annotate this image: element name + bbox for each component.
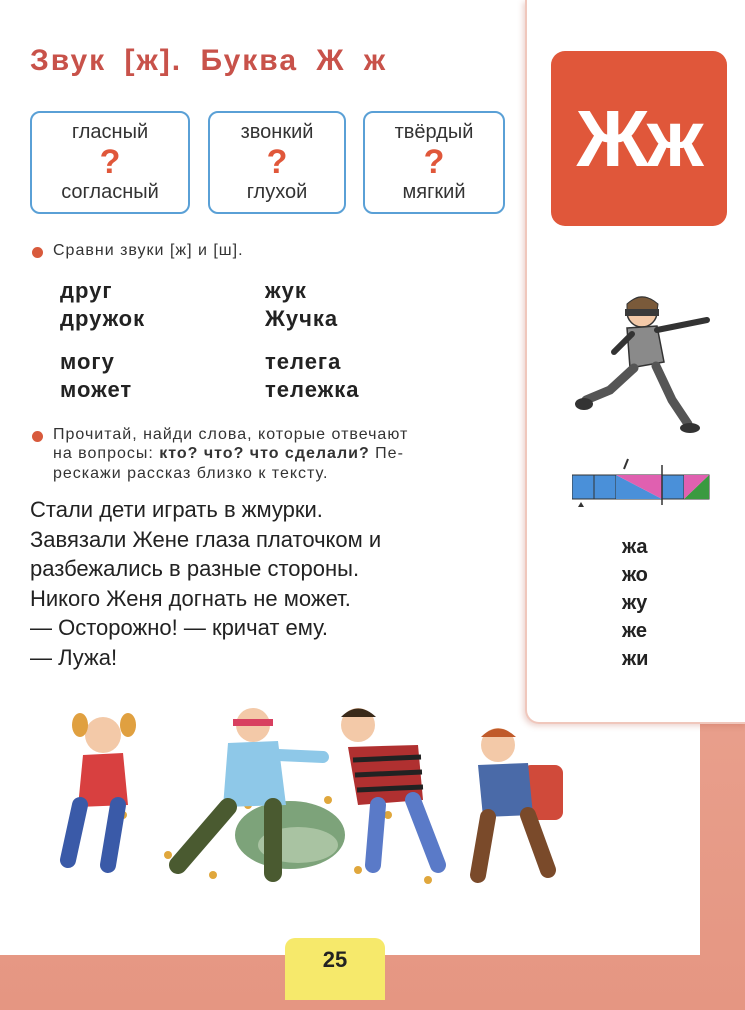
syllable: же <box>622 620 648 642</box>
box-hard-soft <box>363 111 505 214</box>
instruction-text: Пе- <box>375 445 404 462</box>
story-line: Завязали Жене глаза платочком и <box>30 526 382 552</box>
bullet-icon <box>32 431 43 442</box>
box-top-label: звонкий <box>240 121 314 143</box>
question-mark: ? <box>99 143 121 181</box>
story-line: — Лужа! <box>30 644 118 670</box>
instruction-compare: Сравни звуки [ж] и [ш]. <box>53 242 244 259</box>
box-top-label: гласный <box>71 121 149 143</box>
word-mozhet: может <box>60 377 133 402</box>
box-vowel-consonant <box>30 111 190 214</box>
question-mark: ? <box>423 143 445 181</box>
syllable: жо <box>622 564 648 586</box>
instruction-read-line2 <box>53 445 404 463</box>
story-line: разбежались в разные стороны. <box>30 556 360 581</box>
question-mark: ? <box>266 143 288 181</box>
story-text <box>30 495 510 672</box>
word-zhuk: жук <box>265 278 307 303</box>
word-telezhka: тележка <box>265 377 360 402</box>
word-zhuchka: Жучка <box>265 306 339 331</box>
syllable: жи <box>622 648 649 670</box>
box-top-label: твёрдый <box>394 121 474 143</box>
story-line: — Осторожно! — кричат ему. <box>30 615 329 640</box>
instruction-questions: кто? что? что сделали? <box>159 445 370 462</box>
box-bottom-label: согласный <box>61 181 159 203</box>
bullet-icon <box>32 247 43 258</box>
box-bottom-label: мягкий <box>402 181 466 203</box>
syllable: жа <box>622 536 648 558</box>
story-line: Стали дети играть в жмурки. <box>30 497 323 522</box>
word-drug: друг <box>60 278 113 303</box>
instruction-read-line1: Прочитай, найди слова, которые отвечают <box>53 426 409 443</box>
syllables-column <box>622 533 648 673</box>
children-playing-illustration <box>28 695 593 900</box>
sound-scheme <box>572 457 712 512</box>
word-druzhok: дружок <box>60 306 146 331</box>
box-voiced-voiceless <box>208 111 346 214</box>
page-title: Звук [ж]. Буква Ж ж <box>30 44 388 77</box>
word-telega: телега <box>265 349 342 374</box>
running-boy-illustration <box>572 282 717 437</box>
story-line: Никого Женя догнать не может. <box>30 585 351 611</box>
syllable: жу <box>622 592 648 614</box>
box-bottom-label: глухой <box>246 181 308 203</box>
instruction-read-line3: рескажи рассказ близко к тексту. <box>53 465 329 482</box>
word-mogu: могу <box>60 349 115 374</box>
instruction-text: на вопросы: <box>53 445 154 462</box>
page-number: 25 <box>285 938 385 1000</box>
letter-tile: Жж <box>551 51 727 226</box>
